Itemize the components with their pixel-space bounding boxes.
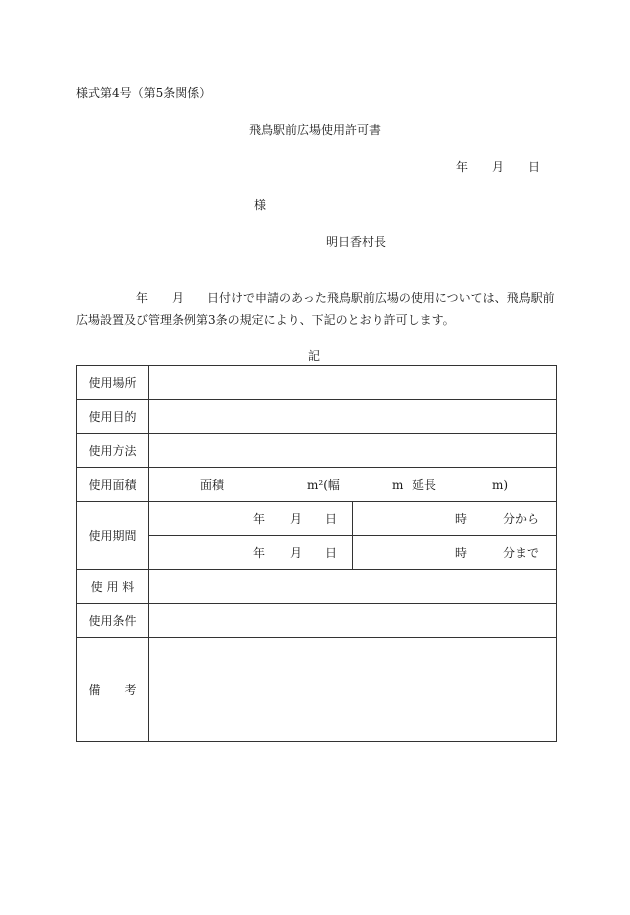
row-period-end bbox=[77, 536, 557, 570]
row-fee bbox=[77, 570, 557, 604]
period-end-date-cell[interactable] bbox=[149, 536, 353, 570]
area-m2-width-label: m²(幅 bbox=[307, 477, 340, 492]
area-value-cell[interactable] bbox=[149, 468, 557, 502]
purpose-label: 使用目的 bbox=[77, 400, 149, 434]
period-start-year: 年 bbox=[253, 511, 266, 526]
row-conditions bbox=[77, 604, 557, 638]
place-label: 使用場所 bbox=[77, 366, 149, 400]
period-label: 使用期間 bbox=[77, 502, 149, 570]
period-end-time-cell[interactable] bbox=[353, 536, 557, 570]
place-value-cell[interactable] bbox=[149, 366, 557, 400]
period-end-year: 年 bbox=[253, 545, 266, 560]
row-period-start bbox=[77, 502, 557, 536]
issuer-name: 明日香村長 bbox=[326, 235, 387, 249]
period-start-hour: 時 bbox=[455, 511, 468, 526]
method-label: 使用方法 bbox=[77, 434, 149, 468]
row-area bbox=[77, 468, 557, 502]
conditions-label: 使用条件 bbox=[77, 604, 149, 638]
area-length-unit: m) bbox=[492, 477, 509, 492]
conditions-value-cell[interactable] bbox=[149, 604, 557, 638]
body-text-line1: 日付けで申請のあった飛鳥駅前広場の使用については、飛鳥駅前 bbox=[207, 291, 555, 305]
fee-label: 使 用 料 bbox=[77, 570, 149, 604]
document-title: 飛鳥駅前広場使用許可書 bbox=[249, 123, 382, 137]
addressee-suffix: 様 bbox=[254, 198, 267, 212]
period-start-date-cell[interactable] bbox=[149, 502, 353, 536]
area-width-unit: m bbox=[392, 477, 404, 492]
ki-heading: 記 bbox=[308, 349, 321, 363]
fee-value-cell[interactable] bbox=[149, 570, 557, 604]
period-end-to: 分まで bbox=[503, 545, 540, 560]
purpose-value-cell[interactable] bbox=[149, 400, 557, 434]
period-end-day: 日 bbox=[325, 545, 338, 560]
date-month-label: 月 bbox=[492, 160, 505, 174]
method-value-cell[interactable] bbox=[149, 434, 557, 468]
row-purpose bbox=[77, 400, 557, 434]
period-start-day: 日 bbox=[325, 511, 338, 526]
row-place bbox=[77, 366, 557, 400]
remarks-label: 備 考 bbox=[77, 638, 149, 742]
row-method bbox=[77, 434, 557, 468]
period-start-from: 分から bbox=[503, 511, 540, 526]
date-day-label: 日 bbox=[528, 160, 541, 174]
period-start-time-cell[interactable] bbox=[353, 502, 557, 536]
area-label: 使用面積 bbox=[77, 468, 149, 502]
row-remarks bbox=[77, 638, 557, 742]
period-end-month: 月 bbox=[290, 545, 303, 560]
body-month-label: 月 bbox=[172, 291, 185, 305]
form-number: 様式第4号（第5条関係） bbox=[76, 86, 212, 100]
permit-details-table bbox=[76, 365, 557, 742]
remarks-value-cell[interactable] bbox=[149, 638, 557, 742]
area-length-label: 延長 bbox=[412, 477, 437, 492]
period-end-hour: 時 bbox=[455, 545, 468, 560]
date-year-label: 年 bbox=[456, 160, 469, 174]
period-start-month: 月 bbox=[290, 511, 303, 526]
area-menseki-label: 面積 bbox=[200, 477, 225, 492]
body-year-label: 年 bbox=[136, 291, 149, 305]
body-text-line2: 広場設置及び管理条例第3条の規定により、下記のとおり許可します。 bbox=[76, 313, 455, 327]
